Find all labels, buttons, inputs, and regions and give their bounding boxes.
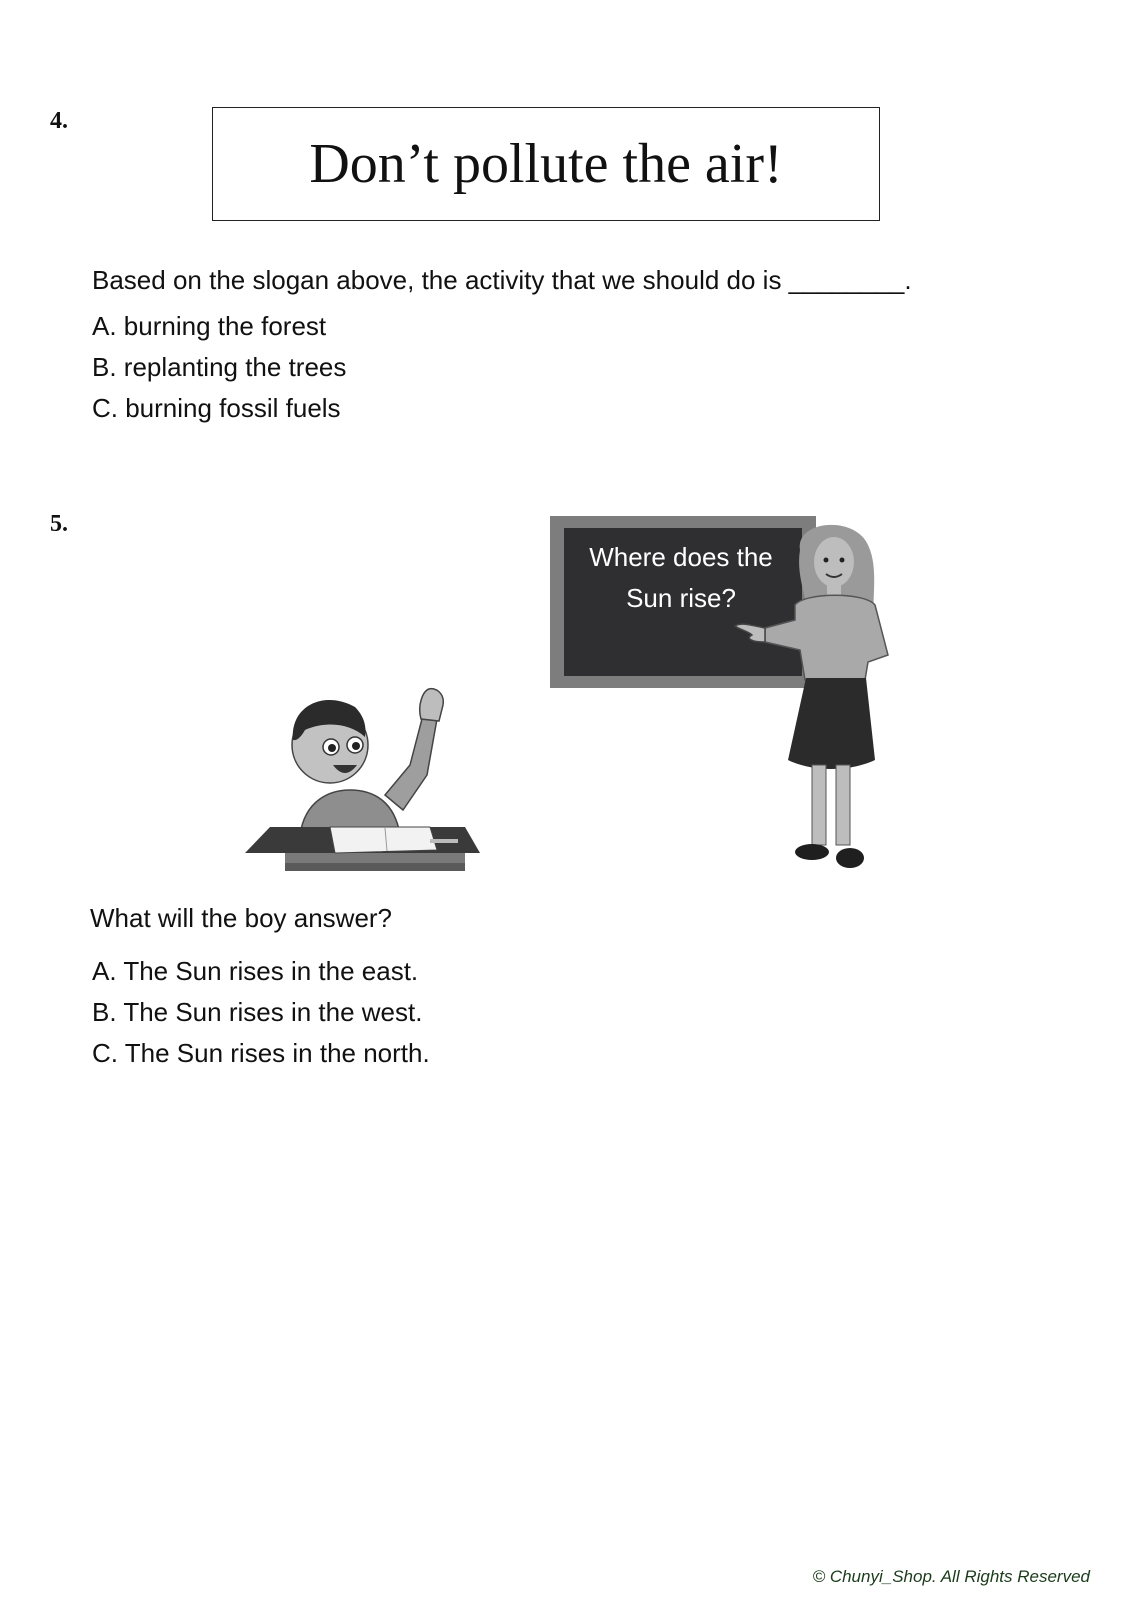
question-4-prompt: Based on the slogan above, the activity that we should do is ________. — [92, 265, 912, 295]
teacher-skirt — [788, 678, 875, 769]
desk-book — [330, 827, 437, 853]
boy-hand — [420, 689, 444, 721]
slogan-text: Don’t pollute the air! — [309, 133, 783, 195]
question-5-option-b: B. The Sun rises in the west. — [92, 997, 423, 1027]
question-5-prompt: What will the boy answer? — [90, 903, 393, 933]
blackboard-text-line1: Where does the — [589, 542, 773, 572]
slogan-box — [212, 107, 880, 221]
question-5-number: 5. — [50, 511, 68, 537]
teacher-face — [814, 537, 854, 587]
blackboard-text-line2: Sun rise? — [626, 583, 736, 613]
boy-raised-arm — [385, 715, 437, 810]
question-5-option-a: A. The Sun rises in the east. — [92, 956, 419, 986]
question-4-number: 4. — [50, 108, 68, 134]
question-4-option-c: C. burning fossil fuels — [92, 393, 341, 423]
copyright-footer: © Chunyi_Shop. All Rights Reserved — [812, 1567, 1090, 1586]
question-4-option-b: B. replanting the trees — [92, 352, 347, 382]
boy-at-desk-illustration — [245, 685, 495, 900]
question-5-option-c: C. The Sun rises in the north. — [92, 1038, 430, 1068]
question-4-option-a: A. burning the forest — [92, 311, 327, 341]
